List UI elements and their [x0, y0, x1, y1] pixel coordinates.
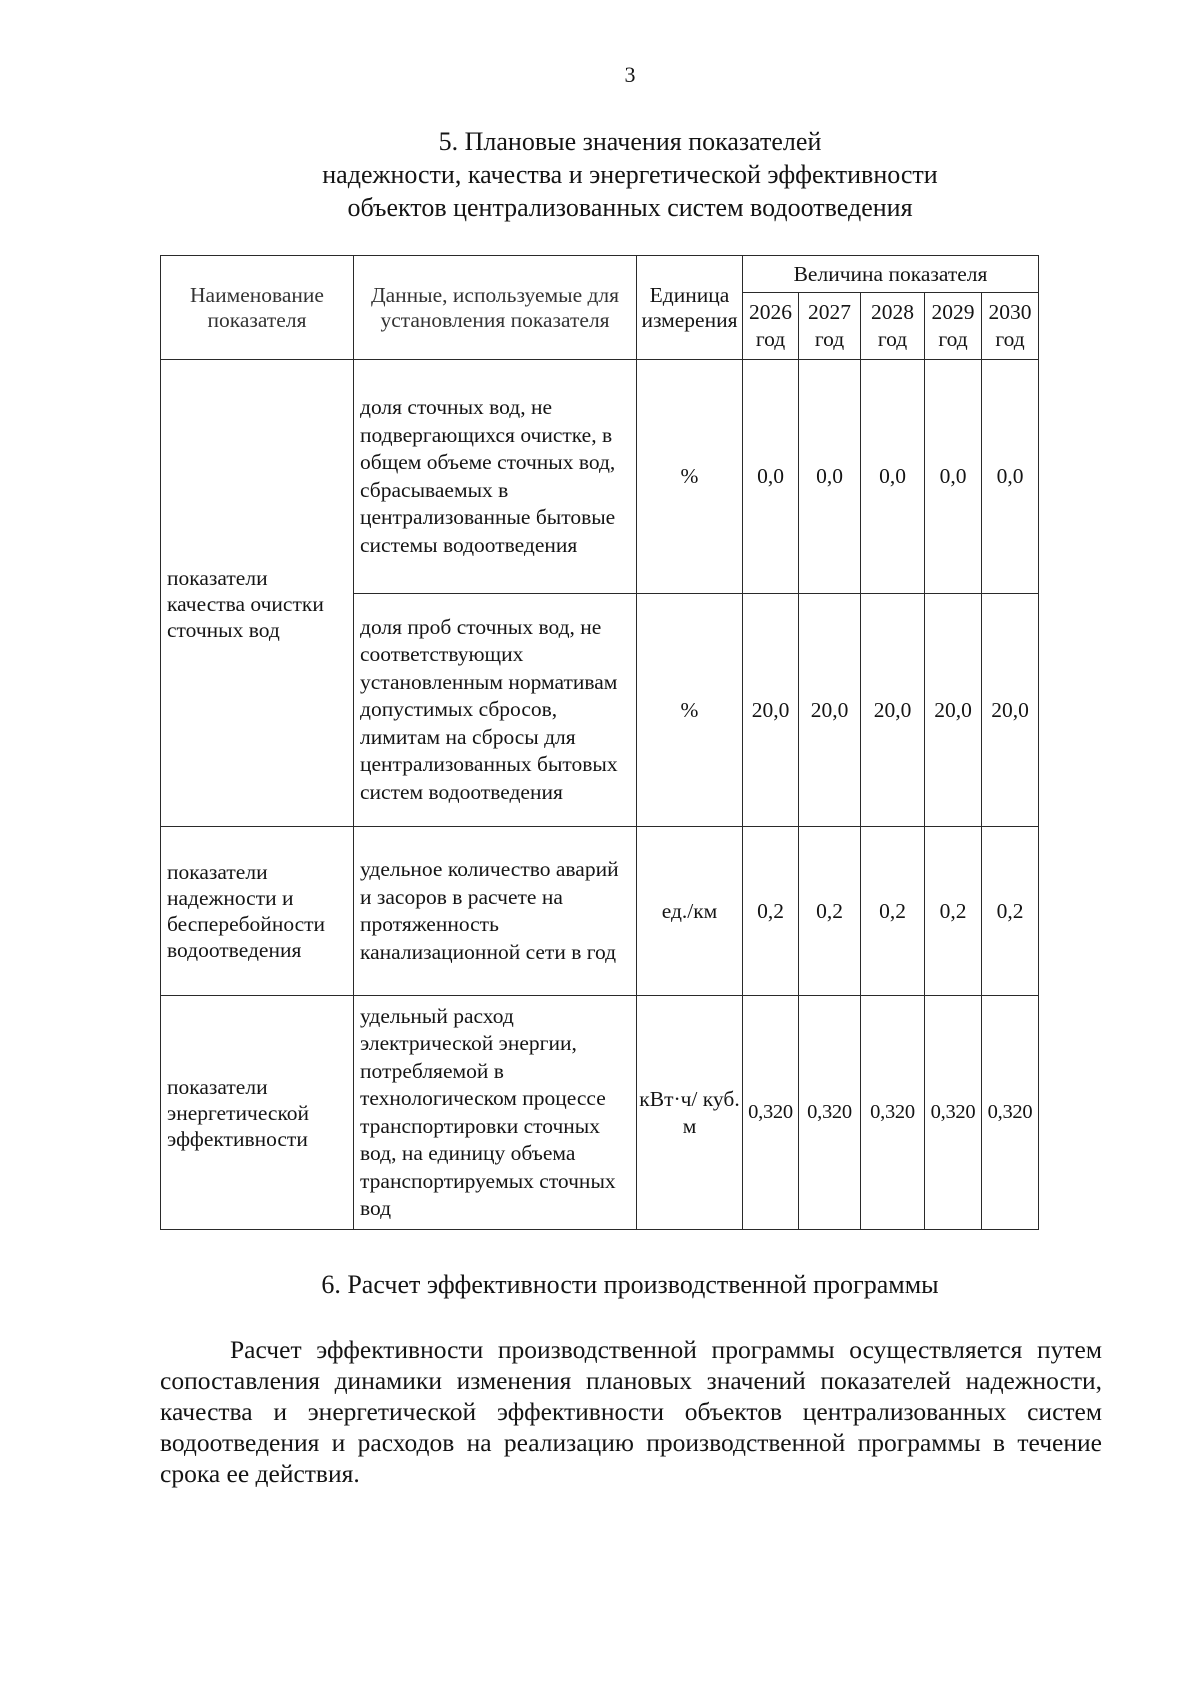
group-name: показатели качества очистки сточных вод	[161, 360, 354, 827]
section-6-paragraph: Расчет эффективности производственной программы осуществляется путем сопоставления динамики изменения плановых значений показателей надежности, качества и энергетической эффективности объектов централизованных систем водоотведения и расходов на реализацию производственной программы в течение срока ее действия.	[160, 1335, 1102, 1488]
indicator-value: 20,0	[925, 594, 982, 827]
section-6-title: 6. Расчет эффективности производственной программы	[321, 1270, 939, 1299]
indicator-description: доля сточных вод, не подвергающихся очистке, в общем объеме сточных вод, сбрасываемых в централизованные бытовые системы водоотведения	[354, 360, 637, 594]
indicator-value: 0,320	[982, 996, 1039, 1230]
section-5-title-line: надежности, качества и энергетической эффективности	[322, 160, 938, 189]
header-data-used: Данные, используемые для установления показателя	[354, 256, 637, 360]
indicator-unit: %	[637, 360, 743, 594]
indicator-value: 20,0	[743, 594, 799, 827]
indicator-value: 0,320	[861, 996, 925, 1230]
indicator-value: 0,0	[861, 360, 925, 594]
indicator-value: 0,2	[982, 827, 1039, 996]
header-year: 2026 год	[743, 293, 799, 360]
indicator-value: 0,320	[925, 996, 982, 1230]
section-5-title-line: 5. Плановые значения показателей	[438, 127, 822, 156]
indicators-table	[160, 255, 1039, 1230]
indicator-description: доля проб сточных вод, не соответствующих установленным нормативам допустимых сбросов, лимитам на сбросы для централизованных бытовых систем водоотведения	[354, 594, 637, 827]
table-row	[161, 996, 1039, 1230]
header-year: 2027 год	[799, 293, 861, 360]
indicator-value: 0,0	[925, 360, 982, 594]
indicator-value: 0,2	[925, 827, 982, 996]
section-5-title	[160, 125, 1100, 224]
indicator-value: 0,0	[799, 360, 861, 594]
indicator-unit: кВт·ч/ куб. м	[637, 996, 743, 1230]
header-year: 2029 год	[925, 293, 982, 360]
header-year: 2028 год	[861, 293, 925, 360]
indicator-description: удельное количество аварий и засоров в расчете на протяженность канализационной сети в год	[354, 827, 637, 996]
indicator-value: 0,320	[799, 996, 861, 1230]
table-row	[161, 360, 1039, 594]
indicator-value: 20,0	[861, 594, 925, 827]
header-unit: Единица измерения	[637, 256, 743, 360]
indicator-value: 0,2	[861, 827, 925, 996]
indicator-value: 0,2	[799, 827, 861, 996]
header-year: 2030 год	[982, 293, 1039, 360]
header-indicator-name: Наименование показателя	[161, 256, 354, 360]
indicator-value: 0,0	[982, 360, 1039, 594]
indicator-value: 20,0	[982, 594, 1039, 827]
indicator-value: 0,320	[743, 996, 799, 1230]
indicator-value: 0,0	[743, 360, 799, 594]
section-5-title-line: объектов централизованных систем водоотведения	[347, 193, 913, 222]
indicator-value: 0,2	[743, 827, 799, 996]
group-name: показатели энергетической эффективности	[161, 996, 354, 1230]
indicator-value: 20,0	[799, 594, 861, 827]
group-name: показатели надежности и бесперебойности водоотведения	[161, 827, 354, 996]
header-value-group: Величина показателя	[743, 256, 1039, 293]
page-number: 3	[624, 62, 636, 87]
indicator-description: удельный расход электрической энергии, потребляемой в технологическом процессе транспортировки сточных вод, на единицу объема транспортируемых сточных вод	[354, 996, 637, 1230]
indicator-unit: ед./км	[637, 827, 743, 996]
table-row	[161, 827, 1039, 996]
indicator-unit: %	[637, 594, 743, 827]
